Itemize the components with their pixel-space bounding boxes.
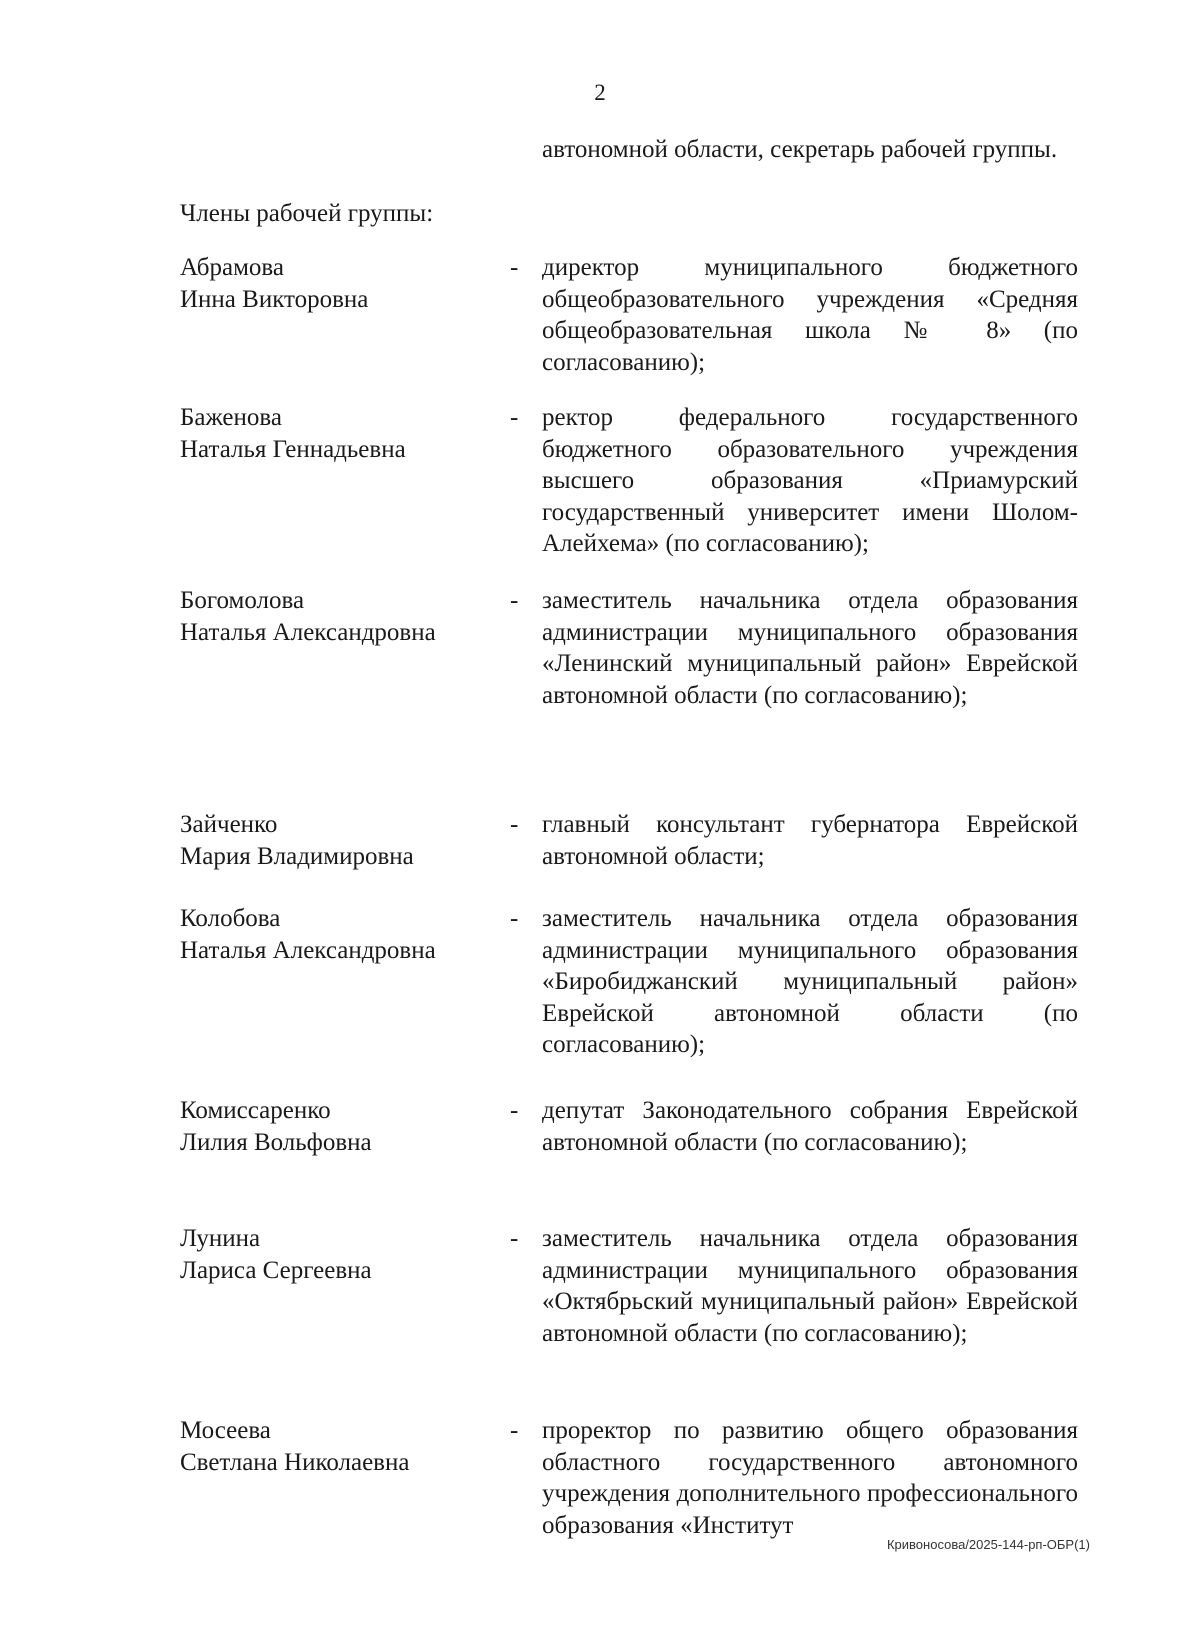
dash-separator: - — [510, 587, 519, 614]
member-given-names: Наталья Александровна — [180, 618, 436, 646]
member-surname: Лунина — [180, 1225, 261, 1252]
dash-separator: - — [510, 404, 519, 431]
member-given-names: Лариса Сергеевна — [180, 1256, 372, 1284]
member-name — [180, 1223, 500, 1286]
dash-separator: - — [510, 811, 519, 838]
member-name — [180, 1095, 500, 1158]
dash-separator: - — [510, 905, 519, 932]
member-name — [180, 402, 500, 465]
member-name — [180, 903, 500, 966]
member-surname: Мосеева — [180, 1417, 271, 1444]
member-name — [180, 252, 500, 315]
member-given-names: Наталья Геннадьевна — [180, 435, 406, 463]
member-name — [180, 1415, 500, 1478]
members-heading: Члены рабочей группы: — [180, 200, 434, 227]
document-registration-code: Кривоносова/2025-144-рп-ОБР(1) — [886, 1537, 1090, 1552]
member-description: директор муниципального бюджетного общеобразовательного учреждения «Средняя общеобразовательная школа № 8» (по согласованию); — [542, 254, 1078, 376]
member-given-names: Мария Владимировна — [180, 842, 414, 870]
member-description: проректор по развитию общего образования областного государственного автономного учреждения дополнительного профессионального образования «Институт — [542, 1417, 1078, 1539]
member-surname: Богомолова — [180, 587, 305, 614]
member-description: депутат Законодательного собрания Еврейской автономной области (по согласованию); — [542, 1097, 1078, 1156]
member-given-names: Инна Викторовна — [180, 285, 369, 313]
member-description: заместитель начальника отдела образования администрации муниципального образования «Октябрьский муниципальный район» Еврейской автономной области (по согласованию); — [542, 1225, 1078, 1347]
dash-separator: - — [510, 1225, 519, 1252]
member-name — [180, 585, 500, 648]
member-description: ректор федерального государственного бюджетного образовательного учреждения высшего образования «Приамурский государственный университет имени Шолом-Алейхема» (по согласованию); — [542, 404, 1078, 557]
member-given-names: Наталья Александровна — [180, 936, 436, 964]
member-name — [180, 809, 500, 872]
lead-text: автономной области, секретарь рабочей группы. — [542, 136, 1058, 163]
member-surname: Баженова — [180, 404, 282, 431]
member-given-names: Светлана Николаевна — [180, 1448, 410, 1476]
member-description: заместитель начальника отдела образования администрации муниципального образования «Ленинский муниципальный район» Еврейской автономной области (по согласованию); — [542, 587, 1078, 709]
member-description: заместитель начальника отдела образования администрации муниципального образования «Биробиджанский муниципальный район» Еврейской автономной области (по согласованию); — [542, 905, 1078, 1058]
member-surname: Комиссаренко — [180, 1097, 331, 1124]
member-given-names: Лилия Вольфовна — [180, 1128, 372, 1156]
member-surname: Абрамова — [180, 254, 284, 281]
member-surname: Зайченко — [180, 811, 278, 838]
dash-separator: - — [510, 1417, 519, 1444]
page-number: 2 — [594, 80, 606, 105]
dash-separator: - — [510, 254, 519, 281]
member-description: главный консультант губернатора Еврейской автономной области; — [542, 811, 1078, 870]
dash-separator: - — [510, 1097, 519, 1124]
member-surname: Колобова — [180, 905, 281, 932]
